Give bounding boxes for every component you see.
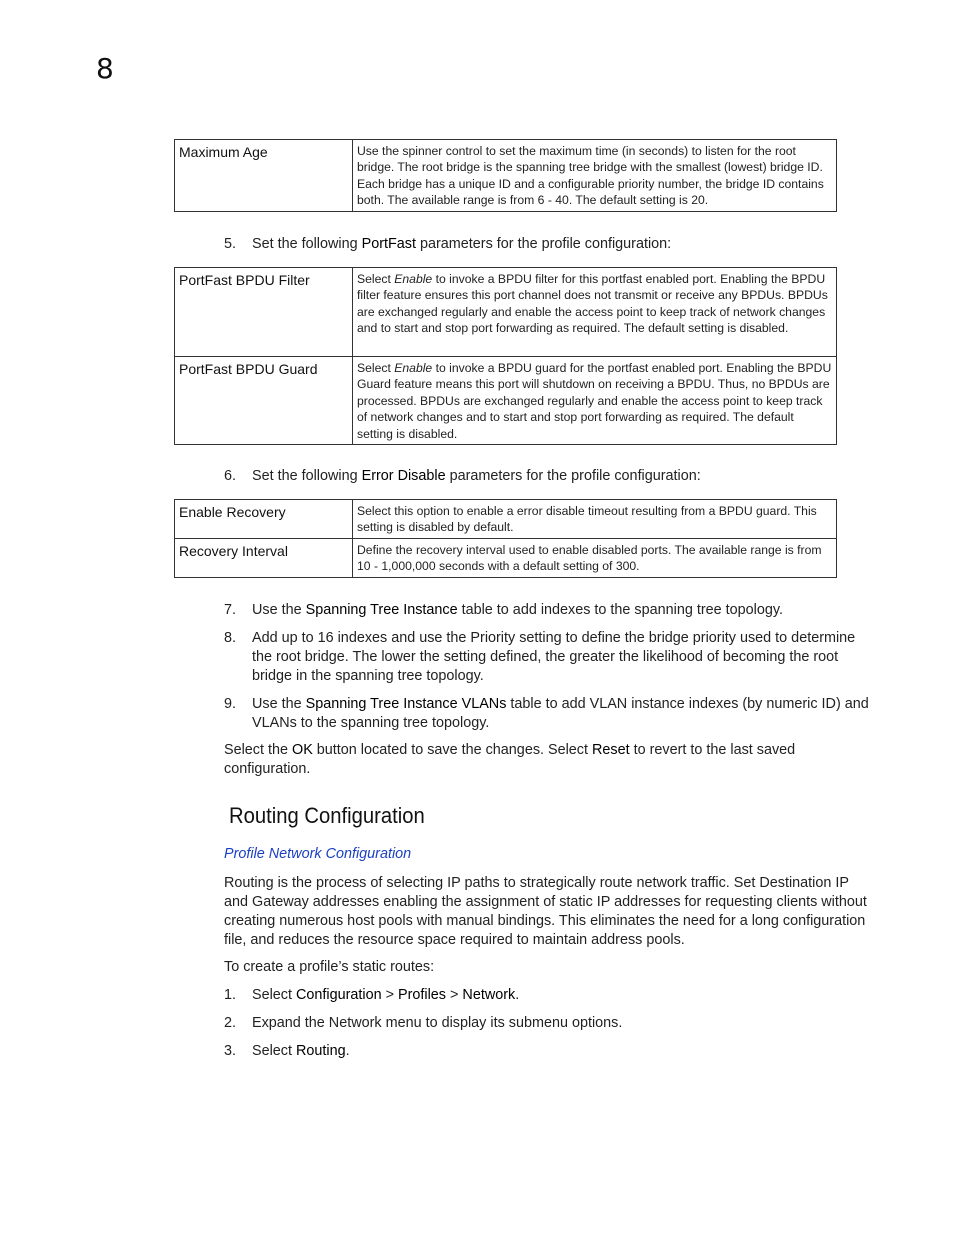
step-number: 2. xyxy=(224,1015,237,1031)
ui-term-profiles: Profiles xyxy=(398,987,447,1003)
ui-term-error-disable: Error Disable xyxy=(361,468,446,484)
section-heading: Routing Configuration xyxy=(229,803,425,828)
ui-term-spanning-tree-instance-vlans: Spanning Tree Instance VLANs xyxy=(305,696,507,712)
step-5 xyxy=(224,235,874,254)
ui-term-configuration: Configuration xyxy=(296,987,382,1003)
step-text: table to add indexes to the spanning tree topology. xyxy=(457,602,783,618)
step-number: 1. xyxy=(224,987,237,1003)
step-number: 7. xyxy=(224,602,237,618)
table-row xyxy=(175,539,837,578)
ui-term-ok: OK xyxy=(292,742,313,758)
create-paragraph: To create a profile’s static routes: xyxy=(224,959,435,975)
table-row xyxy=(175,268,837,357)
step-number: 9. xyxy=(224,696,237,712)
param-description: Define the recovery interval used to enable disabled ports. The available range is from 10 - 1,000,000 seconds with a default setting of 300. xyxy=(353,539,837,578)
step-number: 5. xyxy=(224,236,237,252)
ui-term-reset: Reset xyxy=(592,742,630,758)
param-name: Maximum Age xyxy=(175,140,353,212)
param-name: PortFast BPDU Filter xyxy=(175,268,353,357)
param-description: Use the spinner control to set the maximum time (in seconds) to listen for the root bridge. The root bridge is the spanning tree bridge with the smallest (lowest) bridge ID. Each bridge has a unique ID and a configurable priority number, the bridge ID contains both. The available range is from 6 - 40. The default setting is 20. xyxy=(353,140,837,212)
step-7 xyxy=(224,601,874,620)
step-number: 6. xyxy=(224,468,237,484)
ui-term-portfast: PortFast xyxy=(361,236,416,252)
step-number: 3. xyxy=(224,1043,237,1059)
ui-term-routing: Routing xyxy=(296,1043,346,1059)
portfast-table xyxy=(174,267,837,445)
step-text: Set the following xyxy=(252,236,362,252)
table-row xyxy=(175,140,837,212)
step-text: Add up to 16 indexes and use the Priority setting to define the bridge priority used to determine the root bridge. The lower the setting defined, the greater the likelihood of becoming the root bridge in the spanning tree topology. xyxy=(252,630,856,684)
param-description: Select Enable to invoke a BPDU guard for the portfast enabled port. Enabling the BPDU Guard feature means this port will shutdown on receiving a BPDU. Thus, no BPDUs are processed. BPDUs are exchanged regularly and enable the access point to keep track of network changes and to start and stop port forwarding as required. The default setting is disabled. xyxy=(353,357,837,445)
param-name: Enable Recovery xyxy=(175,500,353,539)
profile-network-configuration-link[interactable]: Profile Network Configuration xyxy=(224,846,412,862)
routing-step-3: 3. Select Routing. xyxy=(224,1043,350,1059)
table-row xyxy=(175,357,837,445)
param-description: Select Enable to invoke a BPDU filter for this portfast enabled port. Enabling the BPDU filter feature ensures this port channel does not transmit or receive any BPDUs. BPDUs are exchanged regularly and enable the access point to keep track of network changes and to start and stop port forwarding as required. The default setting is disabled. xyxy=(353,268,837,357)
save-paragraph: Select the OK button located to save the changes. Select Reset to revert to the last saved configuration. xyxy=(224,742,796,777)
step-text: Use the xyxy=(252,696,306,712)
param-name: PortFast BPDU Guard xyxy=(175,357,353,445)
param-description: Select this option to enable a error disable timeout resulting from a BPDU guard. This setting is disabled by default. xyxy=(353,500,837,539)
step-6 xyxy=(224,467,874,486)
ui-term-spanning-tree-instance: Spanning Tree Instance xyxy=(305,602,458,618)
step-text: Set the following xyxy=(252,468,362,484)
param-name: Recovery Interval xyxy=(175,539,353,578)
ui-term-network: Network xyxy=(462,987,516,1003)
intro-paragraph: Routing is the process of selecting IP paths to strategically route network traffic. Set Destination IP and Gateway addresses enabling the assignment of static IP addresses for requesting clients without creating numerous host pools with manual bindings. This eliminates the need for a long configuration file, and reduces the resource space required to maintain address pools. xyxy=(224,875,867,948)
step-8 xyxy=(224,629,874,686)
step-text: table to add VLAN instance indexes (by numeric ID) and VLANs to the spanning tree topology. xyxy=(252,696,869,731)
step-9 xyxy=(224,695,874,733)
error-disable-table xyxy=(174,499,837,578)
maximum-age-table xyxy=(174,139,837,212)
table-row xyxy=(175,500,837,539)
routing-step-2 xyxy=(224,1014,874,1033)
step-text: parameters for the profile configuration: xyxy=(416,236,672,252)
step-text: Use the xyxy=(252,602,306,618)
step-number: 8. xyxy=(224,630,237,646)
chapter-number: 8 xyxy=(96,52,114,85)
routing-step-1: 1. Select Configuration > Profiles > Network. xyxy=(224,987,520,1003)
step-text: parameters for the profile configuration: xyxy=(445,468,701,484)
step-text: Expand the Network menu to display its submenu options. xyxy=(252,1015,623,1031)
